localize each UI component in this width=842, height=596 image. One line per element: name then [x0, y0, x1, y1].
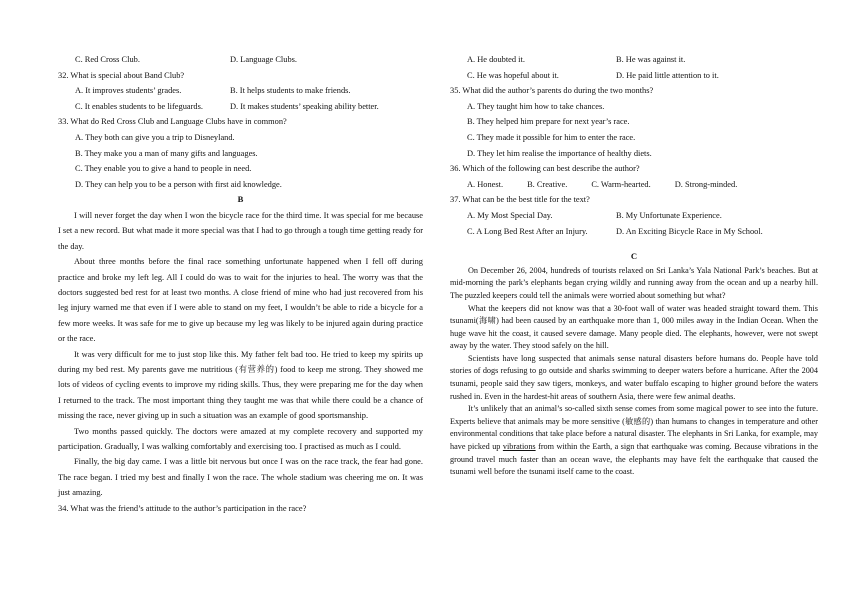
- q34-options-ab: [450, 52, 818, 68]
- passage-c-p4-before: It’s unlikely that an animal’s so-called sixth sense comes from some magical power to see into the future. Experts believe that animals may be more sensitive (敏感的) than humans to changes in temperature and other environmental conditions that take place before a natural disaster. The elephants in Sri Lanka, for example, may have picked up: [450, 404, 818, 452]
- q35-option-d: D. They let him realise the importance of healthy diets.: [467, 148, 652, 158]
- passage-b-paragraph: I will never forget the day when I won the bicycle race for the third time. It was special for me because I set a new record. But what made it more special was that I had to go through a tough time getting ready for the day.: [58, 210, 423, 251]
- q32-options-cd: [58, 99, 423, 115]
- passage-b-paragraph: Finally, the big day came. I was a little bit nervous but once I was on the race track, the fear had gone. The race began. I tried my best and finally I won the race. The whole stadium was cheering me on. It was just amazing.: [58, 457, 423, 498]
- q37-options-cd: [450, 224, 818, 240]
- q35-stem: 35. What did the author’s parents do during the two months?: [450, 86, 654, 96]
- q34-stem: 34. What was the friend’s attitude to the author’s participation in the race?: [58, 503, 307, 513]
- q35-option-b: B. They helped him prepare for next year’s race.: [467, 117, 630, 127]
- q37-options-ab: [450, 208, 818, 224]
- q36-option-d: D. Strong-minded.: [674, 179, 738, 189]
- section-c-heading: C: [630, 251, 638, 262]
- q37-stem: 37. What can be the best title for the text?: [450, 195, 590, 205]
- q32-option-c: C. It enables students to be lifeguards.: [75, 101, 203, 111]
- passage-c-paragraph: What the keepers did not know was that a 30-foot wall of water was headed straight toward them. This tsunami(海啸) had been caused by an earthquake more than 1, 000 miles away in the Indian Ocean. When the huge wave hit the coast, it caused severe damage. Many people died. The elephants, however, were not swept away by the water. They stood safely on the hill.: [450, 303, 818, 351]
- passage-c-paragraph: [450, 403, 818, 479]
- q32-option-b: B. It helps students to make friends.: [230, 86, 351, 96]
- q35-option-c: C. They made it possible for him to enter the race.: [467, 132, 636, 142]
- right-column: [450, 52, 818, 479]
- q36-option-c: C. Warm-hearted.: [591, 179, 651, 189]
- q36-stem: 36. Which of the following can best describe the author?: [450, 164, 640, 174]
- q33-option-b: B. They make you a man of many gifts and languages.: [75, 148, 258, 158]
- q34-option-b: B. He was against it.: [616, 55, 686, 64]
- q37-option-b: B. My Unfortunate Experience.: [616, 210, 722, 220]
- q34-option-d: D. He paid little attention to it.: [616, 70, 719, 80]
- passage-b-paragraph: Two months passed quickly. The doctors were amazed at my complete recovery and supported my participation. Gradually, I was walking comfortably and exercising too. I practised as much as I could.: [58, 426, 423, 452]
- section-b-heading: B: [237, 194, 244, 205]
- passage-c-paragraph: On December 26, 2004, hundreds of tourists relaxed on Sri Lanka’s Yala National Park’s beaches. But at mid-morning the park’s elephants began crying wildly and running away from the ocean and up a nearby hill. The puzzled keepers could tell the animals were worried about something but what?: [450, 265, 818, 300]
- q36-option-b: B. Creative.: [527, 179, 568, 189]
- q32-option-a: A. It improves students’ grades.: [75, 86, 182, 96]
- passage-c-paragraph: Scientists have long suspected that animals sense natural disasters before humans do. People have told stories of dogs refusing to go outside and sharks swimming to deeper waters before a hurricane. After the 2004 tsunami, people said they saw tigers, monkeys, and water buffalo escaping to higher ground before the waters rushed in. Even in the hardest-hit areas of southern Asia, there were few animal deaths.: [450, 353, 818, 401]
- passage-b-paragraph: About three months before the final race something unfortunate happened when I fell off during practice and broke my left leg. All I could do was to wait for the injuries to heal. The worry was that the doctors suggested bed rest for at least two months. A close friend of mine who had just recovered from his leg injury warned me that even if I were able to stand on my feet, I wouldn’t be able to ride a bicycle for a few more weeks. It was safe for me to give up because my leg was likely to be injured again during practice or the race.: [58, 257, 423, 344]
- q34-option-a: A. He doubted it.: [467, 55, 525, 64]
- q34-options-cd: [450, 68, 818, 84]
- q31-option-d: D. Language Clubs.: [230, 55, 297, 64]
- q37-option-c: C. A Long Bed Rest After an Injury.: [467, 226, 588, 236]
- passage-b-paragraph: It was very difficult for me to just stop like this. My father felt bad too. He tried to keep my spirits up during my bed rest. My parents gave me nutritious (有营养的) food to keep me strong. They showed me lots of videos of cycling events to improve my riding skills. Thus, they were preparing me for the day when I returned to the track. The most important thing they taught me was that while there could be a chance of missing the race, never giving up in such a situation was an example of good sportsmanship.: [58, 349, 423, 421]
- q33-option-c: C. They enable you to give a hand to people in need.: [75, 164, 252, 174]
- q35-option-a: A. They taught him how to take chances.: [467, 101, 605, 111]
- q33-option-a: A. They both can give you a trip to Disneyland.: [75, 132, 235, 142]
- q33-option-d: D. They can help you to be a person with first aid knowledge.: [75, 179, 282, 189]
- q31-options-cd: [58, 52, 423, 68]
- q32-stem: 32. What is special about Band Club?: [58, 70, 185, 80]
- q36-option-a: A. Honest.: [467, 179, 504, 189]
- q33-stem: 33. What do Red Cross Club and Language Clubs have in common?: [58, 117, 287, 127]
- underlined-word-vibrations: vibrations: [502, 442, 536, 452]
- q37-option-d: D. An Exciting Bicycle Race in My School.: [616, 226, 763, 236]
- q32-options-ab: [58, 83, 423, 99]
- q32-option-d: D. It makes students’ speaking ability better.: [230, 101, 379, 111]
- q36-options: [450, 177, 818, 193]
- q34-option-c: C. He was hopeful about it.: [467, 70, 559, 80]
- q31-option-c: C. Red Cross Club.: [75, 55, 140, 64]
- left-column: [58, 52, 423, 516]
- passage-c-p4-after: from within the Earth, a sign that earthquake was coming. Because vibrations in the ground travel much faster than an ocean wave, the elephants may have felt the earthquake that caused the tsunami well before the tsunami itself came to the coast.: [450, 442, 818, 477]
- q37-option-a: A. My Most Special Day.: [467, 210, 553, 220]
